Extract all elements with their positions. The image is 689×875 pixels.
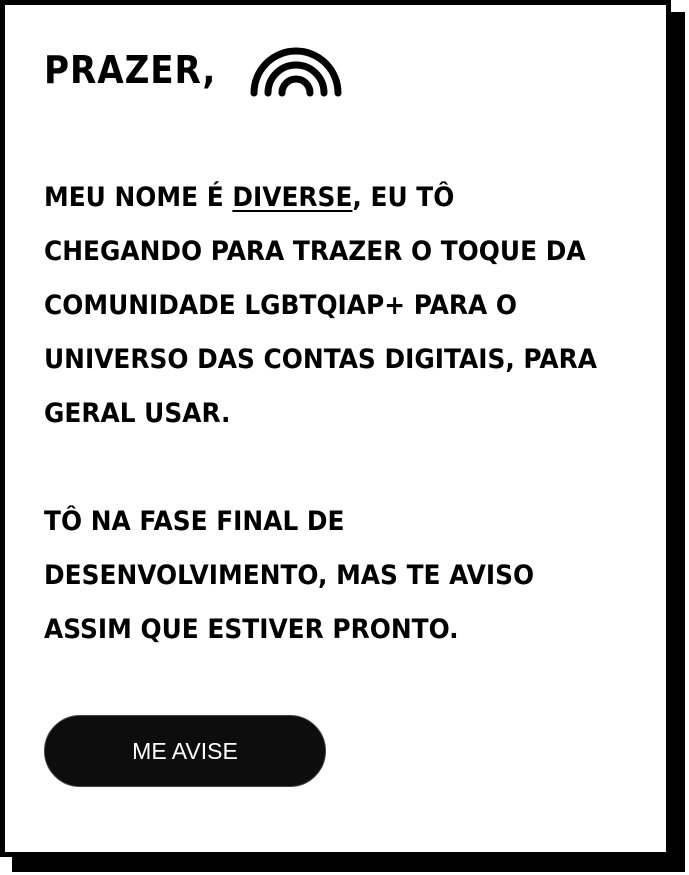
rainbow-icon [246, 41, 346, 101]
intro-part1: MEU NOME É [44, 182, 233, 213]
heading-row [44, 35, 235, 105]
intro-paragraph [44, 171, 605, 441]
status-paragraph: TÔ NA FASE FINAL DE DESENVOLVIMENTO, MAS TE AVISO ASSIM QUE ESTIVER PRONTO. [44, 506, 535, 645]
notify-me-button[interactable]: ME AVISE [44, 715, 326, 787]
intro-part2: , EU TÔ CHEGANDO PARA TRAZER O TOQUE DA COMUNIDADE LGBTQIAP+ PARA O UNIVERSO DAS CONTAS DIGITAIS, PARA GERAL USAR. [44, 182, 597, 429]
greeting-heading: PRAZER, [44, 48, 217, 92]
brand-name: DIVERSE [232, 182, 353, 213]
